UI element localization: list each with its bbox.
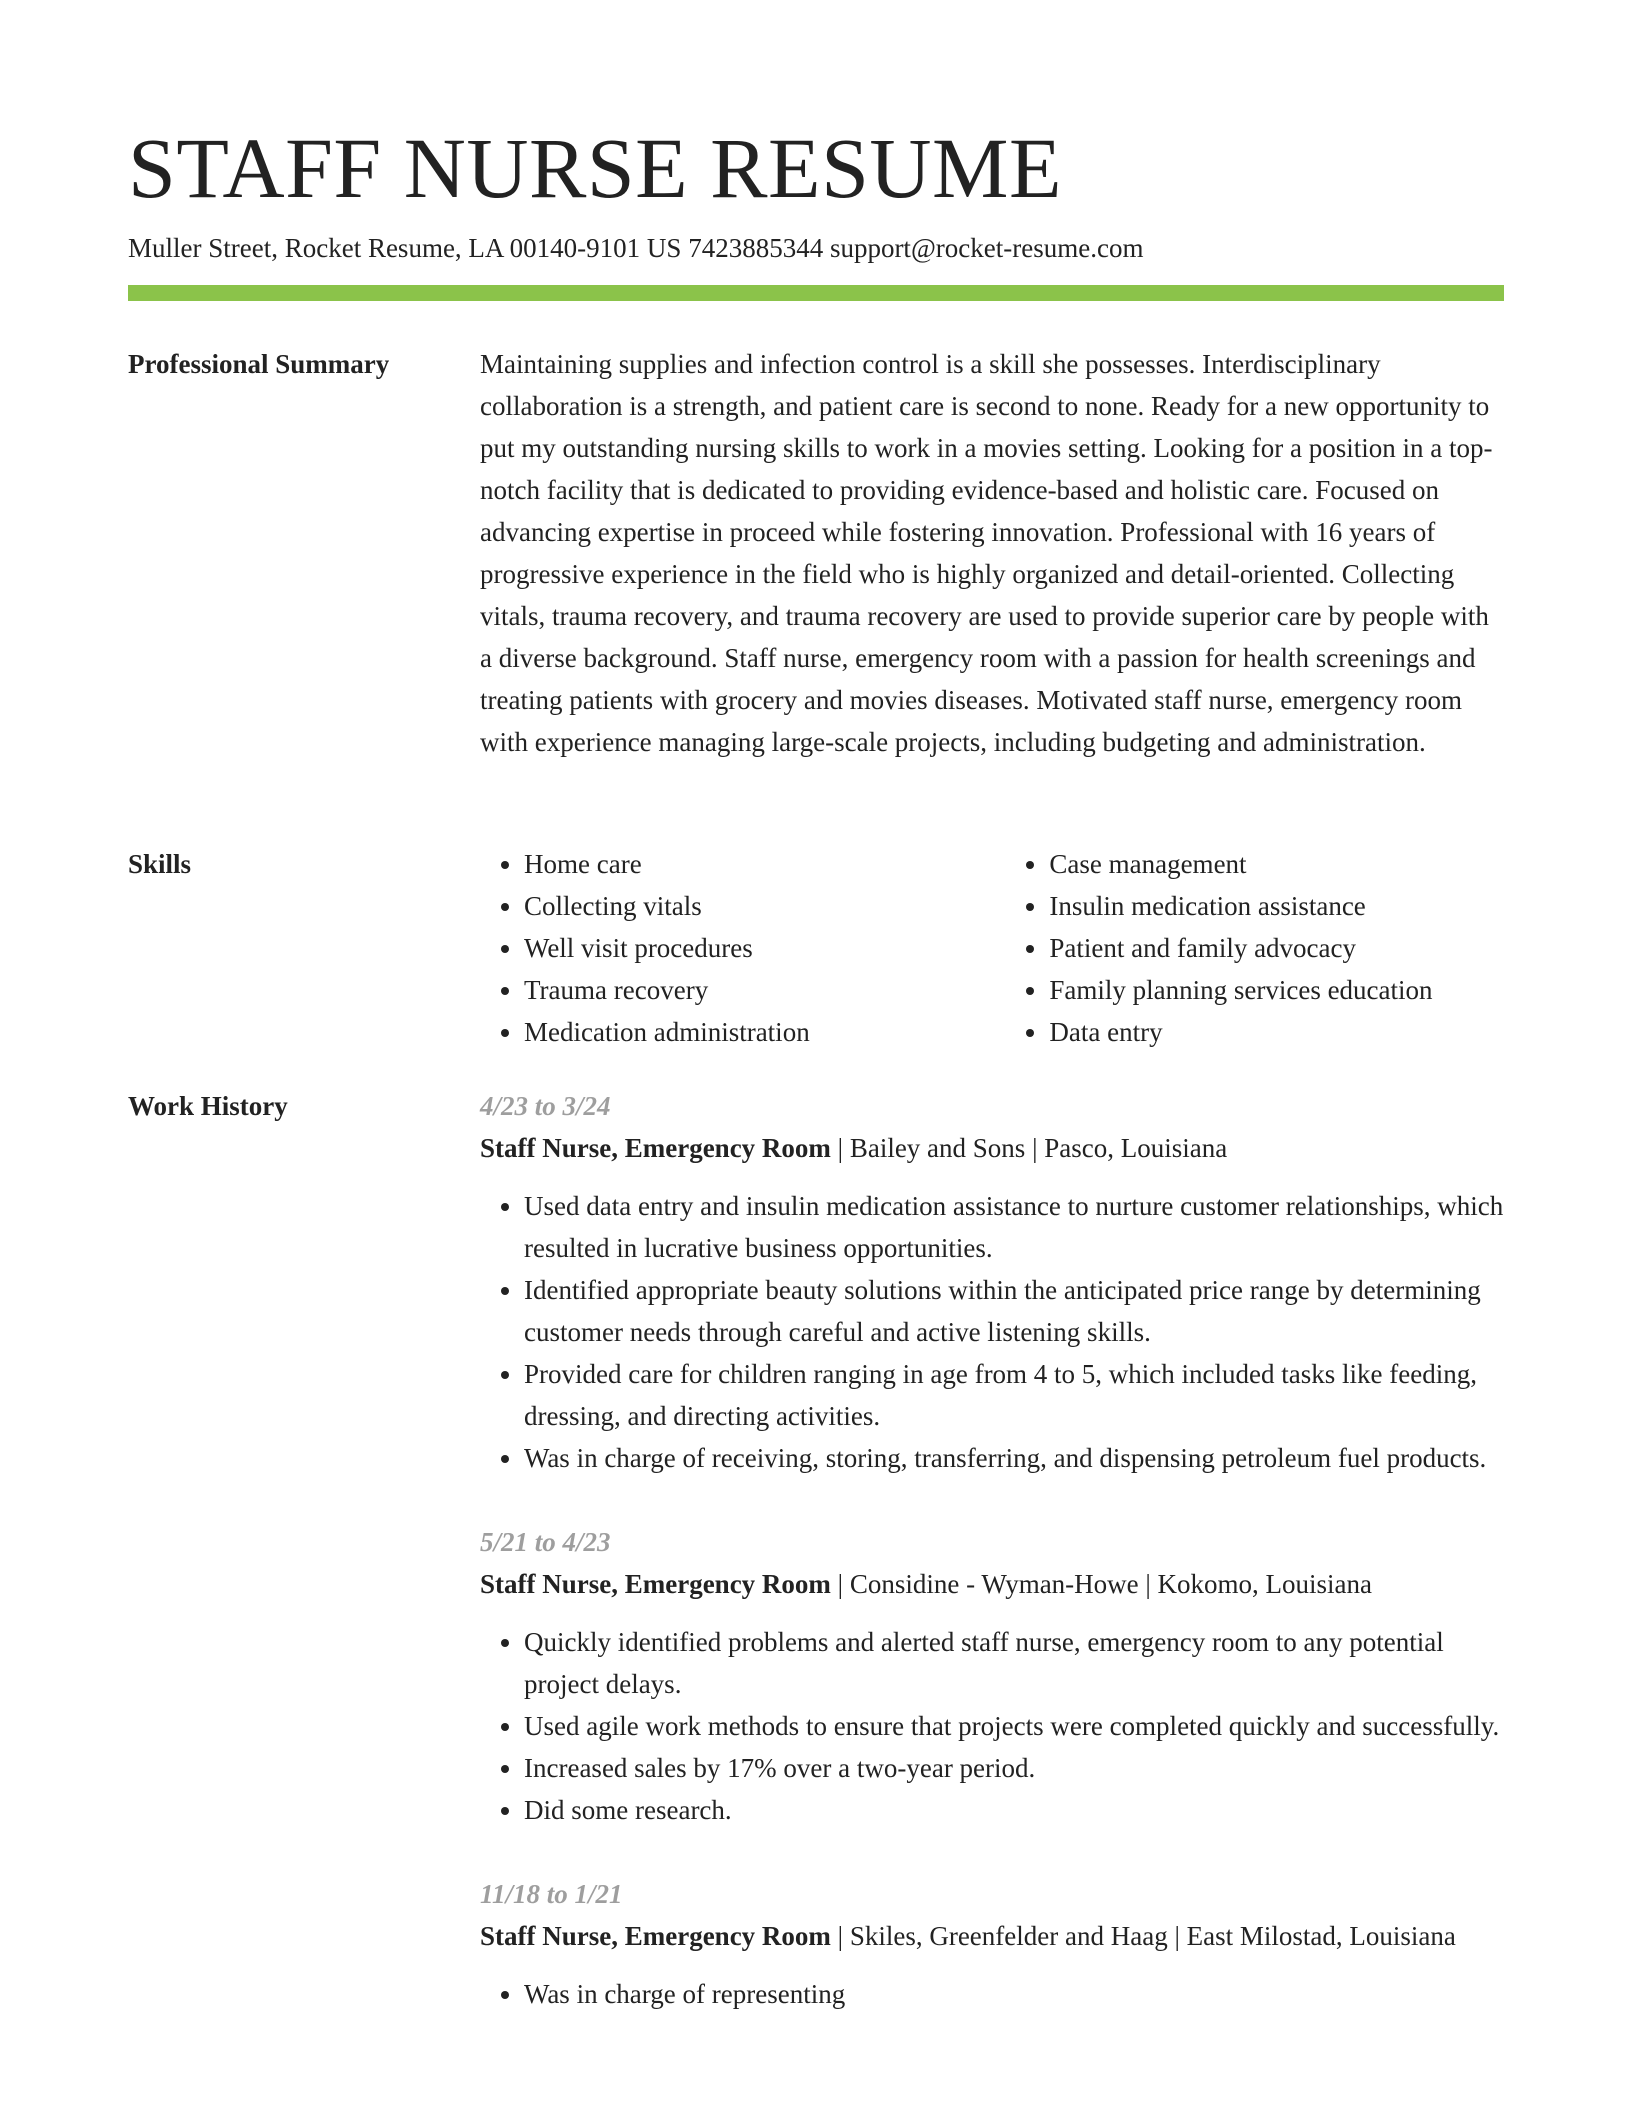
skill-item: • Insulin medication assistance (1049, 885, 1504, 927)
skill-item: • Well visit procedures (524, 927, 1005, 969)
job-bullet: • Increased sales by 17% over a two-year period. (524, 1747, 1504, 1789)
job-details: | Skiles, Greenfelder and Haag | East Milostad, Louisiana (830, 1921, 1456, 1951)
work-body (480, 1085, 1504, 2057)
work-heading: Work History (128, 1091, 288, 1121)
contact-phone: 7423885344 (688, 233, 824, 263)
job-bullet: • Quickly identified problems and alerted staff nurse, emergency room to any potential project delays. (524, 1621, 1504, 1705)
skill-item: • Medication administration (524, 1011, 1005, 1053)
contact-address: Muller Street, Rocket Resume, LA 00140-9101 US (128, 233, 682, 263)
job-bullet: • Did some research. (524, 1789, 1504, 1831)
summary-body (480, 343, 1504, 763)
job-entry (480, 1085, 1504, 1479)
header-divider (128, 285, 1504, 301)
job-bullet: • Identified appropriate beauty solutions within the anticipated price range by determining customer needs through careful and active listening skills. (524, 1269, 1504, 1353)
skills-right-list (1005, 843, 1504, 1053)
job-entry (480, 1521, 1504, 1831)
skills-grid (480, 843, 1504, 1053)
job-bullets (480, 1185, 1504, 1479)
job-bullet: • Used agile work methods to ensure that projects were completed quickly and successfully. (524, 1705, 1504, 1747)
skill-item: • Data entry (1049, 1011, 1504, 1053)
skills-body (480, 843, 1504, 1053)
skill-item: • Patient and family advocacy (1049, 927, 1504, 969)
contact-email: support@rocket-resume.com (829, 233, 1144, 263)
skill-item: • Family planning services education (1049, 969, 1504, 1011)
skill-item: • Case management (1049, 843, 1504, 885)
job-title-line (480, 1127, 1504, 1169)
skill-item: • Trauma recovery (524, 969, 1005, 1011)
job-bullet: • Provided care for children ranging in age from 4 to 5, which included tasks like feeding, dressing, and directing activities. (524, 1353, 1504, 1437)
job-title-line (480, 1915, 1504, 1957)
summary-text: Maintaining supplies and infection control is a skill she possesses. Interdisciplinary collaboration is a strength, and patient care is second to none. Ready for a new opportunity to put my outstanding nursing skills to work in a movies setting. Looking for a position in a top-notch facility that is dedicated to providing evidence-based and holistic care. Focused on advancing expertise in proceed while fostering innovation. Professional with 16 years of progressive experience in the field who is highly organized and detail-oriented. Collecting vitals, trauma recovery, and trauma recovery are used to provide superior care by people with a diverse background. Staff nurse, emergency room with a passion for health screenings and treating patients with grocery and movies diseases. Motivated staff nurse, emergency room with experience managing large-scale projects, including budgeting and administration. (480, 349, 1493, 757)
job-bullet: • Used data entry and insulin medication assistance to nurture customer relationships, which resulted in lucrative business opportunities. (524, 1185, 1504, 1269)
job-title: Staff Nurse, Emergency Room (480, 1569, 831, 1599)
contact-line (128, 230, 1143, 266)
job-dates: 5/21 to 4/23 (480, 1527, 611, 1557)
skill-item: • Collecting vitals (524, 885, 1005, 927)
skills-heading: Skills (128, 849, 192, 879)
job-bullet: • Was in charge of receiving, storing, transferring, and dispensing petroleum fuel products. (524, 1437, 1504, 1479)
job-title: Staff Nurse, Emergency Room (480, 1921, 831, 1951)
job-title: Staff Nurse, Emergency Room (480, 1133, 831, 1163)
skill-item: • Home care (524, 843, 1005, 885)
job-bullet: • Was in charge of representing (524, 1973, 1504, 2015)
job-title-line (480, 1563, 1504, 1605)
job-entry (480, 1873, 1504, 2015)
page-title: STAFF NURSE RESUME (128, 120, 1063, 216)
job-dates: 4/23 to 3/24 (480, 1091, 611, 1121)
job-details: | Bailey and Sons | Pasco, Louisiana (830, 1133, 1228, 1163)
job-bullets (480, 1621, 1504, 1831)
job-details: | Considine - Wyman-Howe | Kokomo, Louisiana (830, 1569, 1373, 1599)
summary-heading: Professional Summary (128, 349, 390, 379)
job-dates: 11/18 to 1/21 (480, 1879, 623, 1909)
job-bullets (480, 1973, 1504, 2015)
skills-left-list (480, 843, 1005, 1053)
